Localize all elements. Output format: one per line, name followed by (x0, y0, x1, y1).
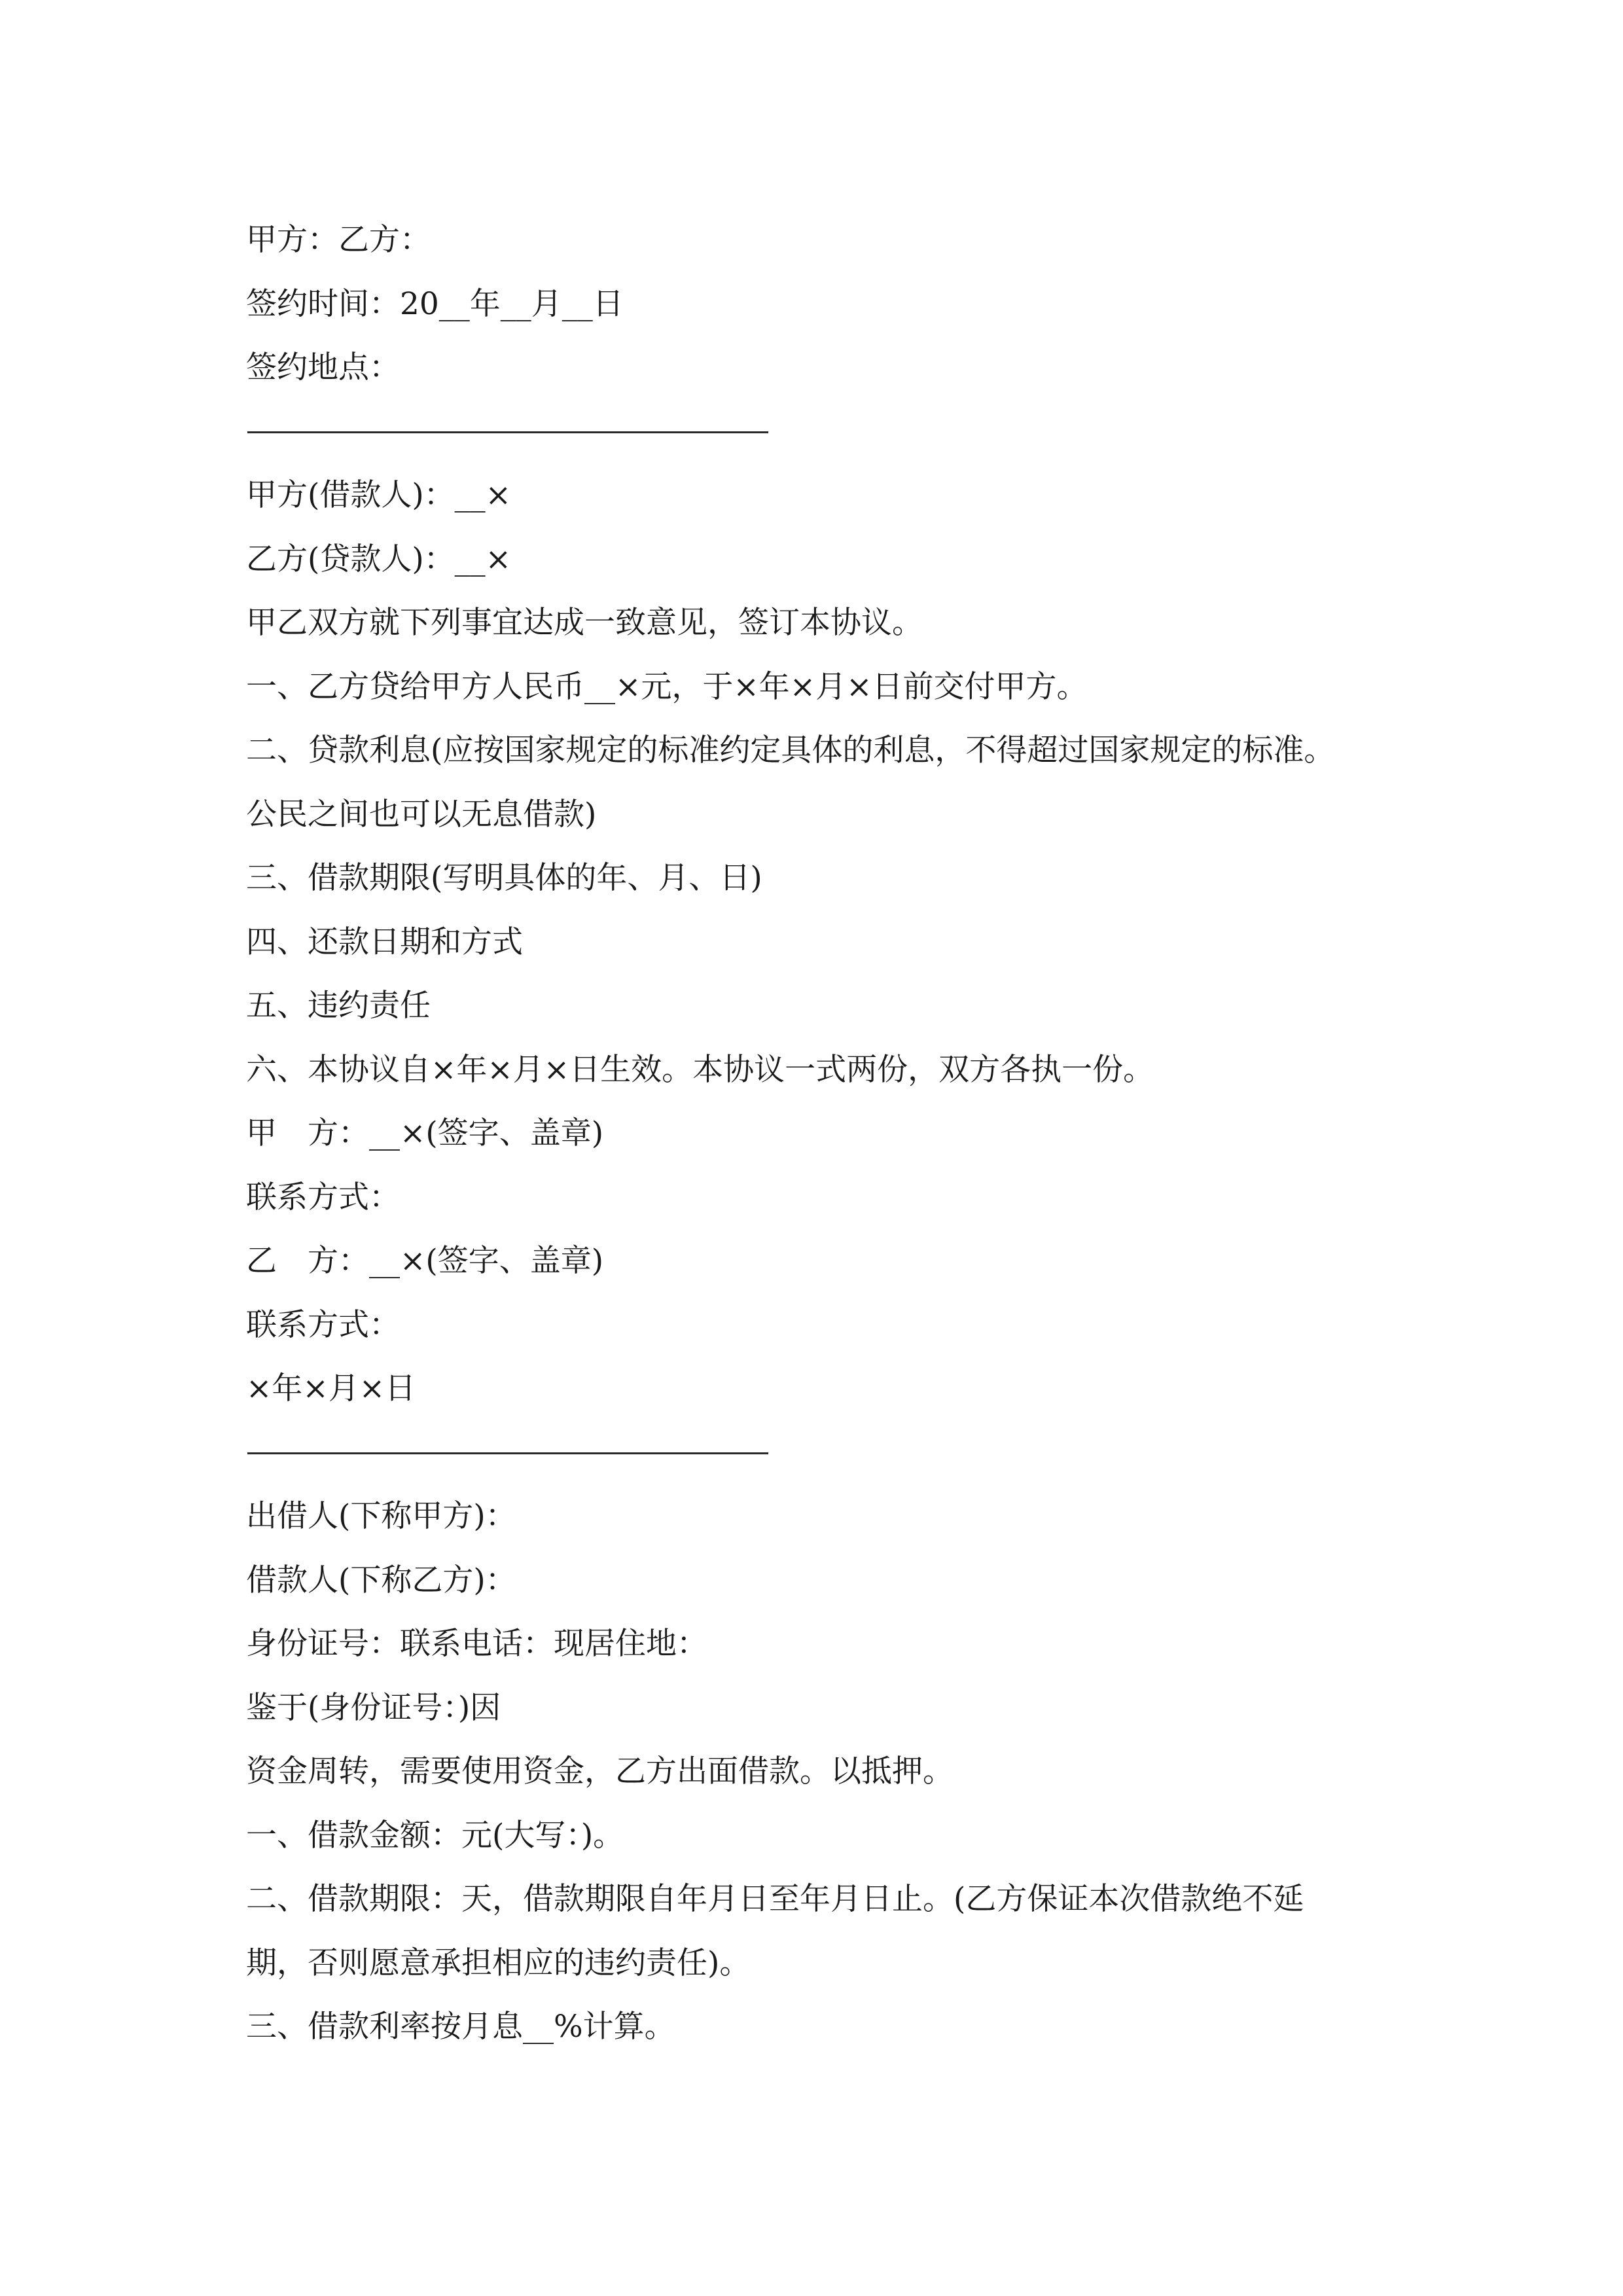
signing-date-line: 签约时间：20__年__月__日 (246, 285, 624, 322)
signing-place-line: 签约地点： (246, 350, 400, 386)
lender-heading: 出借人(下称甲方)： (246, 1498, 516, 1534)
id-contact-line: 身份证号：联系电话：现居住地： (246, 1626, 707, 1662)
party-b-contact: 联系方式： (246, 1306, 400, 1343)
purpose-line: 资金周转，需要使用资金，乙方出面借款。以抵押。 (246, 1753, 954, 1789)
parties-line: 甲方：乙方： (246, 222, 431, 258)
agreement-intro: 甲乙双方就下列事宜达成一致意见，签订本协议。 (246, 605, 923, 641)
divider-line (247, 431, 768, 433)
clause-2-continued: 公民之间也可以无息借款) (246, 796, 597, 833)
clause-4: 四、还款日期和方式 (246, 924, 523, 960)
clause-2: 二、贷款利息(应按国家规定的标准约定具体的利息，不得超过国家规定的标准。 (246, 732, 1335, 768)
signature-date: ×年×月×日 (246, 1371, 416, 1407)
loan-amount-clause: 一、借款金额：元(大写：)。 (246, 1817, 624, 1854)
borrower-heading: 借款人(下称乙方)： (246, 1562, 516, 1598)
section-divider (246, 1421, 1424, 1485)
party-a-contact: 联系方式： (246, 1179, 400, 1215)
document-body (246, 208, 1424, 2059)
party-a-signature: 甲 方：__×(签字、盖章) (246, 1115, 604, 1151)
whereas-line: 鉴于(身份证号：)因 (246, 1689, 501, 1726)
lender-line: 乙方(贷款人)：__× (246, 541, 512, 577)
divider-line (247, 1452, 768, 1454)
interest-rate-clause: 三、借款利率按月息__%计算。 (246, 2009, 675, 2045)
borrower-line: 甲方(借款人)：__× (246, 477, 512, 513)
clause-5: 五、违约责任 (246, 988, 431, 1024)
section-divider (246, 400, 1424, 464)
loan-term-clause-continued: 期，否则愿意承担相应的违约责任)。 (246, 1945, 751, 1981)
loan-term-clause: 二、借款期限：天，借款期限自年月日至年月日止。(乙方保证本次借款绝不延 (246, 1881, 1304, 1917)
clause-3: 三、借款期限(写明具体的年、月、日) (246, 860, 762, 896)
clause-6: 六、本协议自×年×月×日生效。本协议一式两份，双方各执一份。 (246, 1051, 1154, 1088)
clause-1: 一、乙方贷给甲方人民币__×元，于×年×月×日前交付甲方。 (246, 668, 1088, 705)
party-b-signature: 乙 方：__×(签字、盖章) (246, 1243, 604, 1279)
